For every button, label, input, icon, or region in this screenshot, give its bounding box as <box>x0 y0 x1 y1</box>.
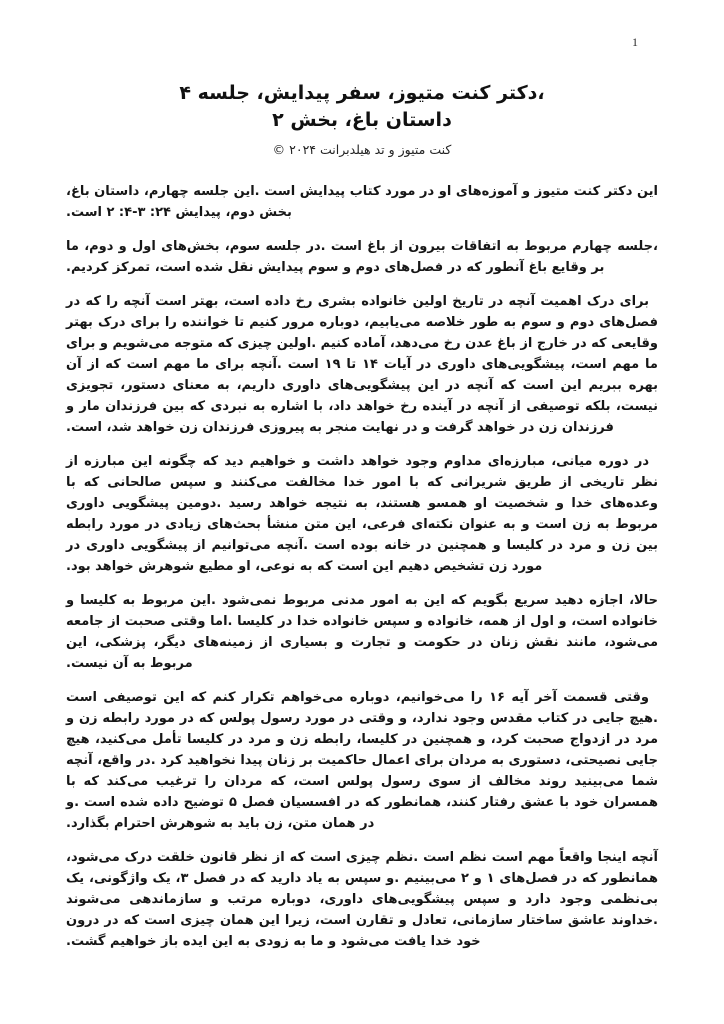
paragraph-church-family-clarification: حالا، اجازه دهید سریع بگویم که این به امور مدنی مربوط نمی‌شود .این مربوط به کلیسا و خانواده است، و اول از همه، خانواده و سپس خانواده خدا در کلیسا .اما وقتی صحبت از جامعه می‌شود، مانند نقش زنان در حکومت و تجارت و بسیاری از زمینه‌های دیگر، پزشکی، این مربوط به آن نیست. <box>66 593 658 671</box>
page-number: 1 <box>632 35 638 49</box>
paragraph-intro: این دکتر کنت متیوز و آموزه‌های او در مورد کتاب پیدایش است .این جلسه چهارم، داستان باغ، بخش دوم، پیدایش ‪۲ :۴-۳ :۲۴‬ است. <box>66 184 658 220</box>
document-header <box>0 0 724 158</box>
paragraph-order-theme: آنچه اینجا واقعاً مهم است نظم است .نظم چیزی است که از نظر قانون خلقت درک می‌شود، همانطور که در فصل‌های ۱ و ۲ می‌بینیم .و سپس به یاد دارید که در فصل ۳، یک واژگونی، یک بی‌نظمی وجود دارد و سپس پیشگویی‌های داوری، دوباره مرتب و سازماندهی می‌شوند .خداوند عاشق ساختار سازمانی، تعادل و تقارن است، زیرا این همان چیزی است که در درون خود خدا یافت می‌شود و ما به زودی به این ایده باز خواهیم گشت. <box>66 850 659 949</box>
paragraph-session-overview: ،جلسه چهارم مربوط به اتفاقات بیرون از باغ است .در جلسه سوم، بخش‌های اول و دوم، ما بر وقایع باغ آنطور که در فصل‌های دوم و سوم پیدایش نقل شده است، تمرکز کردیم. <box>66 239 658 275</box>
document-body <box>66 181 658 952</box>
paragraph-verse16-descriptive: وقتی قسمت آخر آیه ۱۶ را می‌خوانیم، دوباره می‌خواهم تکرار کنم که این توصیفی است .هیچ جایی در کتاب مقدس وجود ندارد، و وقتی در مورد رسول پولس که در مورد رابطه زن و مرد در ازدواج صحبت کرد، و همچنین در کلیسا، رابطه زن و مرد در کلیسا تأمل می‌کنید، هیچ جایی نصیحتی، دستوری به مردان برای اعمال حاکمیت بر زنان پیدا نخواهید کرد .در واقع، آنچه شما می‌بینید روند مخالف از سوی رسول پولس است، که مردان را ترغیب می‌کند که با همسران خود با عشق رفتار کنند، همانطور که در افسسیان فصل ۵ توضیح داده شده است .و در همان متن، زن باید به شوهرش احترام بگذارد. <box>66 690 658 831</box>
document-title-line2: داستان باغ، بخش ۲ <box>272 109 452 131</box>
copyright-line: کنت متیوز و تد هیلدبرانت ۲۰۲۴ © <box>272 142 452 157</box>
paragraph-judgment-prophecies: برای درک اهمیت آنچه در تاریخ اولین خانواده بشری رخ داده است، بهتر است آنچه را که در فصل‌های دوم و سوم به طور خلاصه می‌یابیم، دوباره مرور کنیم تا خواننده را برای درک بهتر وقایعی که در خارج از باغ عدن رخ می‌دهد، آماده کنیم .اولین چیزی که متوجه می‌شویم و برای ما مهم است، پیشگویی‌های داوری در آیات ۱۴ تا ۱۹ است .آنچه برای ما مهم است که از آن بهره ببریم این است که آنچه در این پیشگویی‌های داوری داریم، به معنای دستور، تجویزی نیست، بلکه توصیفی از آنچه در آینده رخ خواهد داد، با اشاره به نبردی که بین فرزندان مار و فرزندان زن در خواهد گرفت و در نهایت منجر به پیروزی فرزندان زن خواهد شد، است. <box>66 294 658 435</box>
paragraph-ongoing-struggle: در دوره میانی، مبارزه‌ای مداوم وجود خواهد داشت و خواهیم دید که چگونه این مبارزه از نظر تاریخی از طریق شریرانی که با امور خدا مخالفت می‌کنند و سپس صالحانی که با وعده‌های خدا و شخصیت او همسو هستند، به نتیجه خواهد رسید .دومین پیشگویی داوری مربوط به زن است و به عنوان نکته‌ای فرعی، این متن منشأ بحث‌های زیادی در مورد رابطه بین زن و مرد در کلیسا و همچنین در خانه بوده است .آنچه می‌توانیم از پیشگویی داوری در مورد زن تشخیص دهیم این است که به نوعی، او مطیع شوهرش خواهد بود. <box>66 454 658 574</box>
document-title-line1: ،دکتر کنت متیوز، سفر پیدایش، جلسه ۴ <box>179 82 545 104</box>
